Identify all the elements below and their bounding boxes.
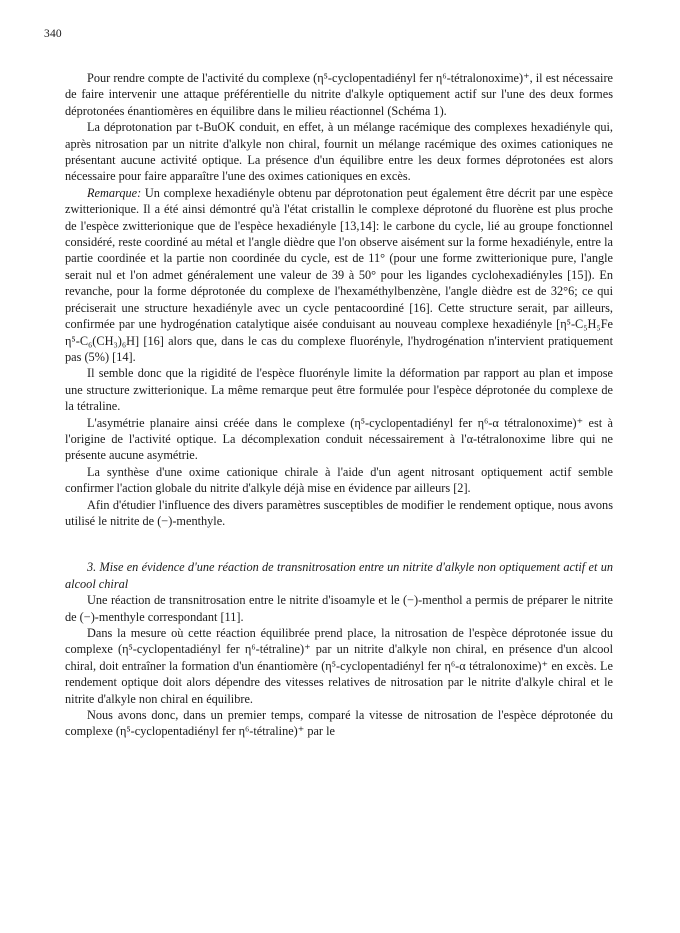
remark-paragraph <box>65 185 613 365</box>
body-text <box>65 70 613 740</box>
remark-label: Remarque: <box>87 185 142 200</box>
paragraph: L'asymétrie planaire ainsi créée dans le complexe (η⁵-cyclopentadiényl fer η⁶-α tétralonoxime)⁺ est à l'origine de l'activité optique. La décomplexation conduit nécessairement à l'α-tétralonoxime libre qui ne présente aucune asymétrie. <box>65 415 613 463</box>
paragraph: Nous avons donc, dans un premier temps, comparé la vitesse de nitrosation de l'espèce déprotonée du complexe (η⁵-cyclopentadiényl fer η⁶-tétraline)⁺ par le <box>65 708 613 739</box>
remark-text: Un complexe hexadiényle obtenu par déprotonation peut également être décrit par une espèce zwitterionique. Il a été ainsi démontré qu'à l'état cristallin le complexe déprotoné du fluorène est plus proche de l'espèce zwitterionique que de l'espèce hexadiényle [13,14]: le carbone du cycle, lié au groupe fonctionnel considéré, reste coordiné au métal et l'angle dièdre que l'on observe aisément sur la forme hexadiényle, entre la partie coordinée et la partie non coordinée du cycle, est de 11° (pour une forme zwitterionique pure, l'angle serait nul et l'on admet généralement une valeur de 39 à 50° pour les ligandes cyclohexadiényles [15]). En revanche, pour la forme déprotonée du complexe de l'hexaméthylbenzène, l'angle dièdre est de 32°6; ce qui préciserait une structure hexadiényle avec un cycle pentacoordiné [16]. Cette structure serait, par ailleurs, confirmée par une hydrogénation catalytique aisée conduisant au nouveau complexe hexadiényle [η⁵-C₅H₅Fe η⁵-C₆(CH₃)₆H] [16] alors que, dans le cas du complexe fluorényle, l'hydrogénation n'intervient pratiquement pas (5%) [14]. <box>65 185 613 364</box>
paragraph: Afin d'étudier l'influence des divers paramètres susceptibles de modifier le rendement optique, nous avons utilisé le nitrite de (−)-menthyle. <box>65 497 613 528</box>
paragraph: La déprotonation par t-BuOK conduit, en effet, à un mélange racémique des complexes hexadiényle qui, après nitrosation par un nitrite d'alkyle non chiral, fournit un mélange racémique des oximes cationiques ne présentant aucune activité optique. La présence d'un équilibre entre les deux formes déprotonées est alors nécessaire pour faire apparaître l'une des oximes cationiques en excès. <box>65 120 613 184</box>
paragraph: Dans la mesure où cette réaction équilibrée prend place, la nitrosation de l'espèce déprotonée issue du complexe (η⁵-cyclopentadiényl fer η⁶-tétraline)⁺ par un nitrite d'alkyle non chiral, en présence d'un alcool chiral, doit entraîner la formation d'un énantiomère (η⁵-cyclopentadiényl fer η⁶-α tétralonoxime)⁺ en excès. Le rendement optique doit alors dépendre des vitesses relatives de nitrosation par le nitrite d'alkyle chiral et le nitrite d'alkyle non chiral en équilibre. <box>65 626 613 706</box>
page-number: 340 <box>44 28 62 40</box>
section-heading: 3. Mise en évidence d'une réaction de transnitrosation entre un nitrite d'alkyle non optiquement actif et un alcool chiral <box>65 560 613 591</box>
paragraph: Une réaction de transnitrosation entre le nitrite d'isoamyle et le (−)-menthol a permis de préparer le nitrite de (−)-menthyle correspondant [11]. <box>65 593 613 624</box>
paragraph: Pour rendre compte de l'activité du complexe (η⁵-cyclopentadiényl fer η⁶-tétralonoxime)⁺, il est nécessaire de faire intervenir une attaque préférentielle du nitrite d'alkyle optiquement actif sur l'une des deux formes déprotonées énantiomères en équilibre dans le milieu réactionnel (Schéma 1). <box>65 71 613 118</box>
paragraph: La synthèse d'une oxime cationique chirale à l'aide d'un agent nitrosant optiquement actif semble confirmer l'action globale du nitrite d'alkyle déjà mise en évidence par ailleurs [2]. <box>65 464 613 496</box>
paragraph: Il semble donc que la rigidité de l'espèce fluorényle limite la déformation par rapport au plan et impose une structure zwitterionique. La même remarque peut être formulée pour l'espèce déprotonée du complexe de la tétraline. <box>65 366 613 414</box>
